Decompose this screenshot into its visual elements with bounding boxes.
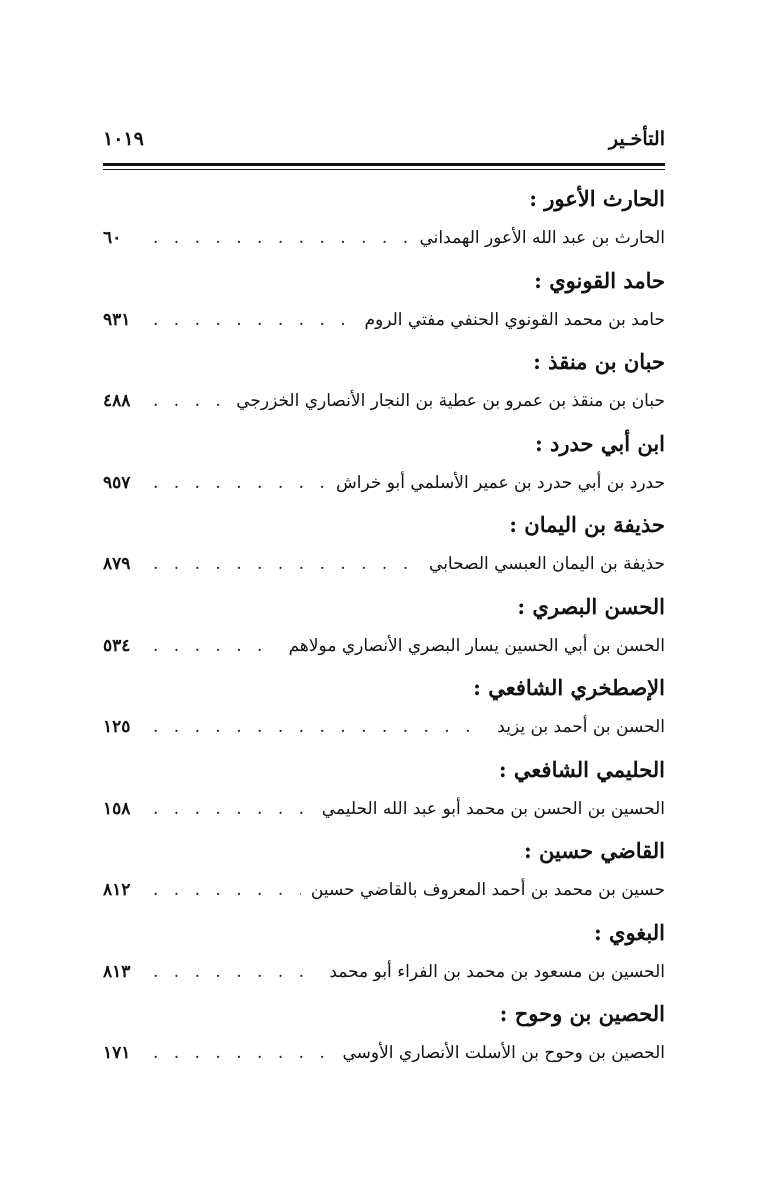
entry-heading: الإصطخري الشافعي : — [473, 675, 665, 700]
index-entry — [103, 671, 665, 753]
entry-heading: القاضي حسين : — [523, 838, 665, 863]
page-number: ١٠١٩ — [103, 128, 144, 150]
dot-leader — [153, 554, 419, 574]
header-rule-thin — [103, 169, 665, 170]
entry-text: الحسن بن أحمد بن يزيد — [497, 717, 665, 737]
entry-text: حذيفة بن اليمان العبسي الصحابي — [429, 554, 665, 574]
entry-line — [103, 1043, 665, 1073]
dot-leader — [153, 473, 326, 493]
entry-text: حبان بن منقذ بن عمرو بن عطية بن النجار الأنصاري الخزرجي — [236, 391, 665, 411]
index-entry — [103, 590, 665, 672]
entry-heading: الحارث الأعور : — [529, 186, 665, 211]
entry-line — [103, 228, 665, 258]
entry-text: حامد بن محمد القونوي الحنفي مفتي الروم — [364, 309, 665, 330]
entry-heading: الحصين بن وحوح : — [499, 1001, 665, 1026]
entry-heading: حامد القونوي : — [534, 267, 665, 293]
entry-heading: حذيفة بن اليمان : — [509, 512, 665, 537]
entry-page: ١٧١ — [103, 1043, 131, 1063]
entry-page: ١٥٨ — [103, 798, 131, 819]
entry-page: ٩٣١ — [103, 309, 131, 330]
dot-leader — [153, 717, 487, 737]
index-entry — [103, 753, 665, 835]
page-header — [103, 128, 665, 158]
entry-heading: البغوي : — [593, 919, 665, 945]
index-entries — [103, 182, 665, 1079]
entry-page: ١٢٥ — [103, 717, 131, 737]
dot-leader — [153, 391, 226, 411]
entry-text: الحسين بن مسعود بن محمد بن الفراء أبو محمد — [329, 961, 665, 982]
index-entry — [103, 345, 665, 427]
dot-leader — [153, 228, 410, 248]
entry-line — [103, 799, 665, 829]
entry-line — [103, 880, 665, 910]
entry-line — [103, 473, 665, 503]
index-entry — [103, 508, 665, 590]
entry-text: الحسين بن الحسن بن محمد أبو عبد الله الحليمي — [321, 798, 665, 819]
entry-line — [103, 962, 665, 992]
entry-page: ٩٥٧ — [103, 472, 131, 493]
entry-page: ٨٧٩ — [103, 554, 131, 574]
entry-page: ٤٨٨ — [103, 391, 131, 411]
header-rule-thick — [103, 163, 665, 166]
entry-page: ٦٠ — [103, 228, 122, 248]
dot-leader — [153, 799, 312, 819]
dot-leader — [153, 636, 279, 656]
entry-page: ٥٣٤ — [103, 635, 131, 656]
entry-line — [103, 554, 665, 584]
entry-line — [103, 636, 665, 666]
entry-text: حدرد بن أبي حدرد بن عمير الأسلمي أبو خراش — [336, 472, 665, 493]
index-entry — [103, 264, 665, 346]
entry-page: ٨١٢ — [103, 880, 131, 900]
index-entry — [103, 997, 665, 1079]
entry-text: الحسن بن أبي الحسين يسار البصري الأنصاري مولاهم — [288, 635, 665, 656]
entry-line — [103, 717, 665, 747]
entry-line — [103, 391, 665, 421]
dot-leader — [153, 310, 354, 330]
index-entry — [103, 916, 665, 998]
index-entry — [103, 427, 665, 509]
entry-line — [103, 310, 665, 340]
entry-text: حسين بن محمد بن أحمد المعروف بالقاضي حسين — [310, 880, 665, 900]
entry-heading: الحليمي الشافعي : — [498, 756, 665, 782]
entry-heading: حبان بن منقذ : — [533, 349, 665, 374]
index-entry — [103, 182, 665, 264]
dot-leader — [153, 1043, 332, 1063]
entry-heading: الحسن البصري : — [517, 593, 665, 619]
dot-leader — [153, 962, 319, 982]
entry-text: الحصين بن وحوح بن الأسلت الأنصاري الأوسي — [342, 1043, 665, 1063]
running-title: التأخـير — [608, 128, 665, 150]
entry-text: الحارث بن عبد الله الأعور الهمداني — [419, 228, 665, 248]
dot-leader — [153, 880, 301, 900]
entry-heading: ابن أبي حدرد : — [534, 430, 665, 456]
index-entry — [103, 834, 665, 916]
entry-page: ٨١٣ — [103, 961, 131, 982]
